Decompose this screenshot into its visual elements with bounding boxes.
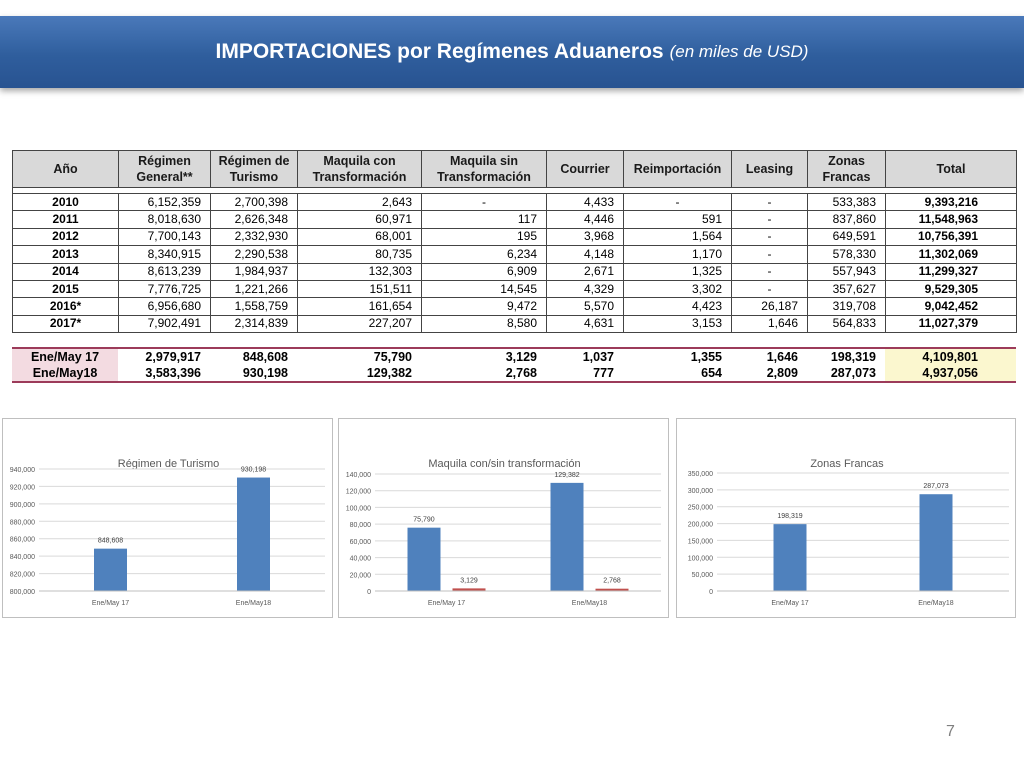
cell-zonas-francas: 564,833: [808, 315, 886, 332]
cell-total: 9,393,216: [886, 194, 1017, 211]
table-row: [13, 228, 1017, 245]
page-title: IMPORTACIONES por Regímenes Aduaneros: [215, 40, 664, 63]
cell-total: 9,042,452: [886, 298, 1017, 315]
cell-reimportacion: 3,302: [624, 280, 732, 297]
cell-courrier: 5,570: [547, 298, 624, 315]
y-tick-label: 900,000: [9, 501, 35, 509]
cell-regimen-general: 7,776,725: [119, 280, 211, 297]
table-row: [13, 263, 1017, 280]
title-bar: [0, 16, 1024, 88]
cell-maquila-con: 2,643: [298, 194, 422, 211]
cell-maquila-con: 151,511: [298, 280, 422, 297]
summary-cell-courrier: 777: [546, 365, 623, 382]
chart-title: Zonas Francas: [810, 458, 884, 470]
summary-cell-zonas-francas: 198,319: [807, 348, 885, 365]
cell-maquila-sin: 8,580: [422, 315, 547, 332]
cell-leasing: -: [732, 228, 808, 245]
cell-reimportacion: 1,564: [624, 228, 732, 245]
cell-reimportacion: -: [624, 194, 732, 211]
cell-regimen-general: 7,902,491: [119, 315, 211, 332]
table-row: [13, 211, 1017, 228]
cell-maquila-con: 132,303: [298, 263, 422, 280]
cell-ano: 2010: [13, 194, 119, 211]
cell-courrier: 4,329: [547, 280, 624, 297]
cell-ano: 2015: [13, 280, 119, 297]
summary-cell-reimportacion: 654: [623, 365, 731, 382]
y-tick-label: 40,000: [349, 555, 371, 563]
cell-regimen-general: 8,613,239: [119, 263, 211, 280]
col-header-reimportacion: Reimportación: [624, 151, 732, 188]
cell-zonas-francas: 357,627: [808, 280, 886, 297]
cell-zonas-francas: 649,591: [808, 228, 886, 245]
data-label: 3,129: [460, 577, 478, 585]
cell-courrier: 2,671: [547, 263, 624, 280]
cell-courrier: 4,446: [547, 211, 624, 228]
cell-ano: 2011: [13, 211, 119, 228]
cell-regimen-turismo: 1,984,937: [211, 263, 298, 280]
summary-cell-regimen-general: 3,583,396: [118, 365, 210, 382]
x-tick-label: Ene/May 17: [427, 600, 466, 607]
bar: [551, 483, 584, 591]
summary-cell-courrier: 1,037: [546, 348, 623, 365]
col-header-total: Total: [886, 151, 1017, 188]
y-tick-label: 80,000: [349, 522, 371, 530]
y-tick-label: 840,000: [9, 554, 35, 562]
cell-zonas-francas: 557,943: [808, 263, 886, 280]
col-header-maquila-sin: Maquila sin Transformación: [422, 151, 547, 188]
cell-zonas-francas: 319,708: [808, 298, 886, 315]
cell-regimen-turismo: 1,558,759: [211, 298, 298, 315]
col-header-zonas-francas: Zonas Francas: [808, 151, 886, 188]
cell-maquila-con: 68,001: [298, 228, 422, 245]
cell-courrier: 4,433: [547, 194, 624, 211]
bar: [774, 524, 807, 591]
bar: [408, 528, 441, 591]
y-tick-label: 50,000: [691, 572, 713, 580]
cell-total: 11,548,963: [886, 211, 1017, 228]
summary-cell-regimen-turismo: 848,608: [210, 348, 297, 365]
imports-table: [12, 150, 1017, 333]
y-tick-label: 0: [367, 589, 371, 596]
data-label: 930,198: [240, 466, 267, 474]
chart-maquila: [338, 418, 669, 618]
col-header-maquila-con: Maquila con Transformación: [298, 151, 422, 188]
data-label: 129,382: [554, 471, 580, 479]
bar: [920, 494, 953, 591]
cell-total: 11,302,069: [886, 246, 1017, 263]
y-tick-label: 100,000: [345, 505, 371, 513]
cell-regimen-general: 7,700,143: [119, 228, 211, 245]
y-tick-label: 920,000: [9, 484, 35, 492]
y-tick-label: 150,000: [687, 538, 713, 546]
summary-cell-total: 4,109,801: [885, 348, 1016, 365]
cell-ano: 2016*: [13, 298, 119, 315]
summary-cell-reimportacion: 1,355: [623, 348, 731, 365]
cell-reimportacion: 3,153: [624, 315, 732, 332]
y-tick-label: 820,000: [9, 571, 35, 579]
summary-row: [12, 365, 1016, 382]
col-header-courrier: Courrier: [547, 151, 624, 188]
cell-maquila-con: 227,207: [298, 315, 422, 332]
cell-reimportacion: 591: [624, 211, 732, 228]
cell-leasing: 1,646: [732, 315, 808, 332]
summary-cell-zonas-francas: 287,073: [807, 365, 885, 382]
y-tick-label: 800,000: [9, 589, 35, 596]
col-header-regimen-general: Régimen General**: [119, 151, 211, 188]
y-tick-label: 860,000: [9, 536, 35, 544]
summary-cell-maquila-con: 75,790: [297, 348, 421, 365]
cell-ano: 2017*: [13, 315, 119, 332]
data-label: 848,608: [97, 537, 124, 545]
y-tick-label: 0: [709, 589, 713, 596]
table-row: [13, 298, 1017, 315]
y-tick-label: 200,000: [687, 521, 713, 529]
cell-regimen-turismo: 2,314,839: [211, 315, 298, 332]
table-row: [13, 315, 1017, 332]
cell-regimen-turismo: 2,332,930: [211, 228, 298, 245]
cell-maquila-con: 60,971: [298, 211, 422, 228]
table-row: [13, 246, 1017, 263]
col-header-ano: Año: [13, 151, 119, 188]
cell-leasing: -: [732, 194, 808, 211]
cell-regimen-turismo: 1,221,266: [211, 280, 298, 297]
cell-regimen-turismo: 2,290,538: [211, 246, 298, 263]
y-tick-label: 100,000: [687, 555, 713, 563]
cell-total: 9,529,305: [886, 280, 1017, 297]
chart-title: Maquila con/sin transformación: [428, 458, 581, 470]
summary-cell-leasing: 2,809: [731, 365, 807, 382]
y-tick-label: 880,000: [9, 519, 35, 527]
cell-regimen-general: 8,340,915: [119, 246, 211, 263]
cell-leasing: -: [732, 263, 808, 280]
bar: [237, 478, 270, 591]
cell-courrier: 3,968: [547, 228, 624, 245]
data-label: 287,073: [923, 483, 949, 491]
cell-ano: 2013: [13, 246, 119, 263]
page-number: 7: [946, 723, 955, 740]
page-subtitle: (en miles de USD): [669, 42, 809, 61]
cell-zonas-francas: 837,860: [808, 211, 886, 228]
summary-cell-maquila-sin: 3,129: [421, 348, 546, 365]
cell-maquila-sin: 6,909: [422, 263, 547, 280]
table-header-row: [13, 151, 1017, 188]
col-header-leasing: Leasing: [732, 151, 808, 188]
table-row: [13, 280, 1017, 297]
cell-ano: 2014: [13, 263, 119, 280]
data-label: 2,768: [603, 577, 621, 585]
x-tick-label: Ene/May18: [918, 600, 954, 607]
chart-regimen-turismo: [2, 418, 333, 618]
x-tick-label: Ene/May18: [571, 600, 608, 607]
y-tick-label: 120,000: [345, 488, 371, 496]
cell-maquila-con: 80,735: [298, 246, 422, 263]
summary-cell-ano: Ene/May 17: [12, 348, 118, 365]
cell-zonas-francas: 533,383: [808, 194, 886, 211]
cell-leasing: -: [732, 246, 808, 263]
data-label: 198,319: [777, 513, 803, 521]
cell-maquila-sin: 9,472: [422, 298, 547, 315]
bar: [94, 549, 127, 591]
cell-maquila-sin: 6,234: [422, 246, 547, 263]
x-tick-label: Ene/May 17: [771, 600, 809, 607]
y-tick-label: 300,000: [687, 487, 713, 495]
summary-table: [12, 347, 1016, 383]
cell-leasing: -: [732, 211, 808, 228]
summary-cell-maquila-con: 129,382: [297, 365, 421, 382]
y-tick-label: 350,000: [687, 471, 713, 478]
cell-reimportacion: 1,170: [624, 246, 732, 263]
cell-regimen-general: 6,152,359: [119, 194, 211, 211]
cell-regimen-general: 6,956,680: [119, 298, 211, 315]
summary-cell-leasing: 1,646: [731, 348, 807, 365]
cell-zonas-francas: 578,330: [808, 246, 886, 263]
summary-cell-regimen-general: 2,979,917: [118, 348, 210, 365]
y-tick-label: 60,000: [349, 538, 371, 546]
cell-maquila-sin: -: [422, 194, 547, 211]
cell-reimportacion: 1,325: [624, 263, 732, 280]
cell-regimen-turismo: 2,700,398: [211, 194, 298, 211]
chart-zonas-francas: [676, 418, 1016, 618]
cell-total: 10,756,391: [886, 228, 1017, 245]
cell-maquila-sin: 14,545: [422, 280, 547, 297]
x-tick-label: Ene/May18: [235, 600, 272, 607]
cell-maquila-con: 161,654: [298, 298, 422, 315]
cell-maquila-sin: 117: [422, 211, 547, 228]
data-label: 75,790: [413, 516, 435, 524]
y-tick-label: 250,000: [687, 504, 713, 512]
table-row: [13, 194, 1017, 211]
cell-regimen-general: 8,018,630: [119, 211, 211, 228]
cell-courrier: 4,148: [547, 246, 624, 263]
cell-regimen-turismo: 2,626,348: [211, 211, 298, 228]
summary-row: [12, 348, 1016, 365]
cell-leasing: 26,187: [732, 298, 808, 315]
cell-reimportacion: 4,423: [624, 298, 732, 315]
chart-title: Régimen de Turismo: [117, 458, 220, 470]
summary-cell-maquila-sin: 2,768: [421, 365, 546, 382]
x-tick-label: Ene/May 17: [91, 600, 130, 607]
y-tick-label: 140,000: [345, 472, 371, 479]
cell-ano: 2012: [13, 228, 119, 245]
cell-total: 11,299,327: [886, 263, 1017, 280]
summary-cell-total: 4,937,056: [885, 365, 1016, 382]
summary-cell-regimen-turismo: 930,198: [210, 365, 297, 382]
cell-courrier: 4,631: [547, 315, 624, 332]
summary-cell-ano: Ene/May18: [12, 365, 118, 382]
y-tick-label: 20,000: [349, 572, 371, 580]
cell-leasing: -: [732, 280, 808, 297]
cell-total: 11,027,379: [886, 315, 1017, 332]
cell-maquila-sin: 195: [422, 228, 547, 245]
col-header-regimen-turismo: Régimen de Turismo: [211, 151, 298, 188]
y-tick-label: 940,000: [9, 467, 35, 474]
